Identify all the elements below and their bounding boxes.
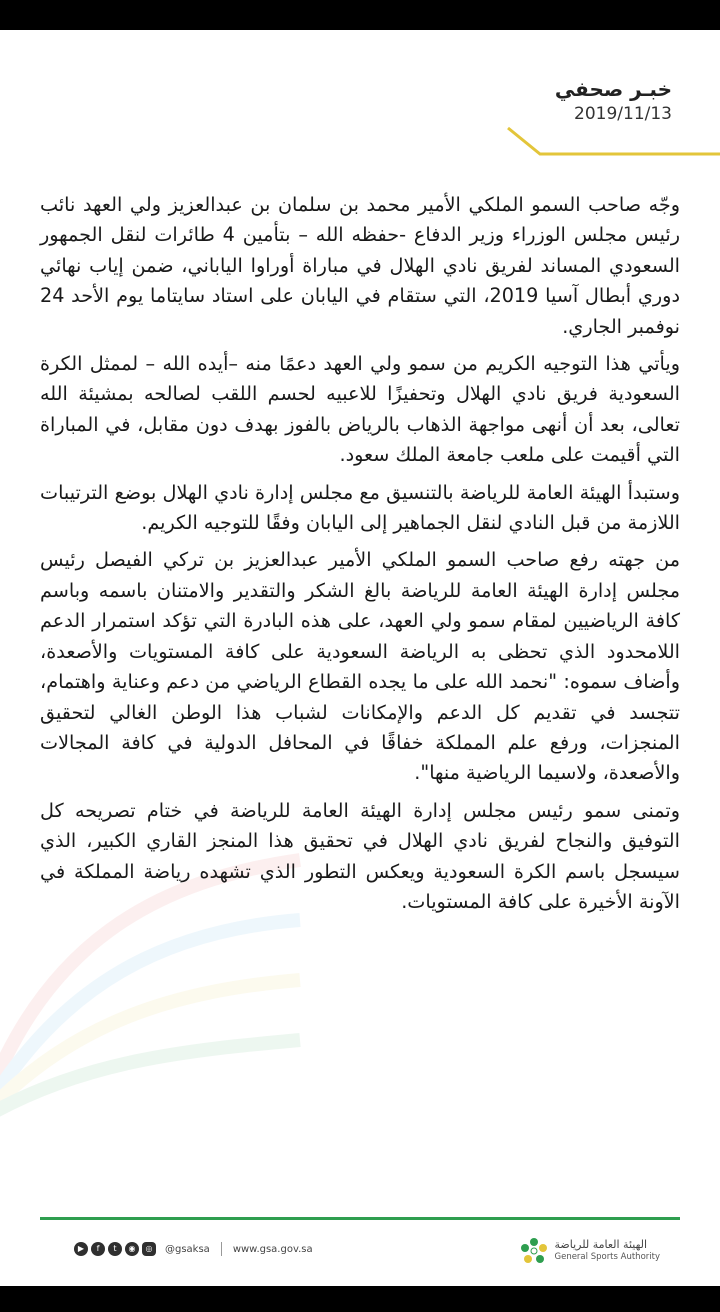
paragraph-4: من جهته رفع صاحب السمو الملكي الأمير عبدالعزيز بن تركي الفيصل رئيس مجلس إدارة الهيئة العامة للرياضة بالغ الشكر والتقدير والامتنان باسمه وباسم كافة الرياضيين لمقام سمو ولي العهد، على هذه البادرة التي تؤكد استمرار الدعم اللامحدود الذي تحظى به الرياضة السعودية على كافة المستويات والأصعدة، وأضاف سموه: "نحمد الله على ما يجده القطاع الرياضي من دعم وعناية واهتمام، تتجسد في تقديم كل الدعم والإمكانات لشباب هذا الوطن الغالي لتحقيق المنجزات، ورفع علم المملكة خفاقًا في المحافل الدولية في كافة المجالات والأصعدة، ولاسيما الرياضية منها". — [40, 548, 680, 785]
website-link[interactable]: www.gsa.gov.sa — [232, 1243, 313, 1255]
bottom-black-bar — [0, 1286, 720, 1312]
instagram-icon[interactable]: ◎ — [142, 1242, 156, 1256]
logo-arabic-text: الهيئة العامة للرياضة — [554, 1238, 648, 1251]
social-handle[interactable]: @gsaksa — [165, 1243, 210, 1255]
paragraph-1: وجّه صاحب السمو الملكي الأمير محمد بن سلمان بن عبدالعزيز ولي العهد نائب رئيس مجلس الوزراء وزير الدفاع -حفظه الله – بتأمين 4 طائرات لنقل الجمهور السعودي المساند لفريق نادي الهلال في مباراة أوراوا الياباني، ضمن إياب نهائي دوري أبطال آسيا 2019، التي ستقام في اليابان على استاد سايتاما يوم الأحد 24 نوفمبر الجاري. — [40, 193, 680, 338]
article-body — [40, 190, 680, 924]
social-links — [74, 1242, 313, 1256]
youtube-icon[interactable]: ▶ — [74, 1242, 88, 1256]
top-black-bar — [0, 0, 720, 30]
footer-accent-line — [40, 1217, 680, 1221]
press-release-page — [0, 30, 720, 1286]
paragraph-3: وستبدأ الهيئة العامة للرياضة بالتنسيق مع مجلس إدارة نادي الهلال بوضع الترتيبات اللازمة من قبل النادي لنقل الجماهير إلى اليابان وفقًا للتوجيه الكريم. — [40, 480, 680, 535]
logo-english-text: General Sports Authority — [554, 1252, 660, 1262]
snapchat-icon[interactable]: ◉ — [125, 1242, 139, 1256]
header-block — [555, 76, 672, 126]
gsa-logo — [517, 1234, 661, 1268]
press-release-label: خبـر صحفي — [554, 77, 672, 101]
paragraph-2: ويأتي هذا التوجيه الكريم من سمو ولي العهد دعمًا منه –أيده الله – لممثل الكرة السعودية فريق نادي الهلال وتحفيزًا للاعبيه لحسم اللقب لصالحه بمشيئة الله تعالى، بعد أن أنهى مواجهة الذهاب بالرياض بالفوز بهدف دون مقابل، في المباراة التي أقيمت على ملعب جامعة الملك سعود. — [40, 352, 680, 467]
footer-divider — [221, 1242, 222, 1256]
footer — [40, 1230, 680, 1276]
facebook-icon[interactable]: f — [91, 1242, 105, 1256]
twitter-icon[interactable]: t — [108, 1242, 122, 1256]
release-date: 2019/11/13 — [574, 104, 672, 124]
paragraph-5: وتمنى سمو رئيس مجلس إدارة الهيئة العامة للرياضة في ختام تصريحه كل التوفيق والنجاح لفريق نادي الهلال في تحقيق هذا المنجز القاري الكبير، الذي سيسجل باسم الكرة السعودية ويعكس التطور الذي تشهده رياضة المملكة في الآونة الأخيرة على كافة المستويات. — [40, 798, 680, 913]
gsa-emblem-icon — [517, 1234, 551, 1268]
